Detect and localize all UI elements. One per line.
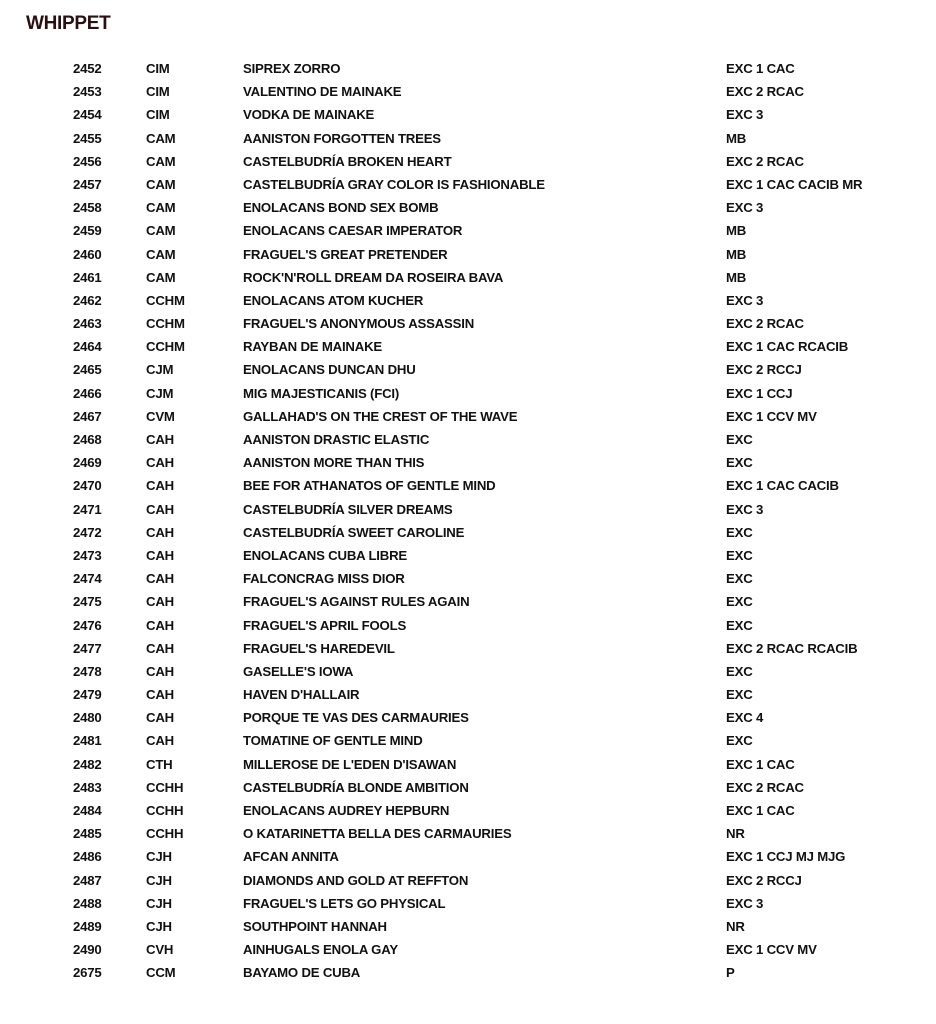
entry-class: CJM bbox=[146, 385, 174, 401]
table-row bbox=[0, 729, 936, 752]
entry-class: CAH bbox=[146, 687, 174, 703]
dog-name: ENOLACANS DUNCAN DHU bbox=[243, 362, 416, 378]
entry-number: 2482 bbox=[73, 756, 102, 772]
entry-result: EXC 2 RCAC bbox=[726, 84, 804, 100]
dog-name: FRAGUEL'S HAREDEVIL bbox=[243, 640, 395, 656]
dog-name: AANISTON DRASTIC ELASTIC bbox=[243, 432, 430, 447]
dog-name: FRAGUEL'S GREAT PRETENDER bbox=[243, 246, 448, 262]
entry-class: CAM bbox=[146, 130, 176, 146]
dog-name: SIPREX ZORRO bbox=[243, 61, 341, 76]
table-row bbox=[0, 938, 936, 961]
dog-name: AFCAN ANNITA bbox=[243, 849, 339, 865]
entry-number: 2455 bbox=[73, 130, 102, 146]
dog-name: MIG MAJESTICANIS (FCI) bbox=[243, 385, 400, 401]
dog-name: BEE FOR ATHANATOS OF GENTLE MIND bbox=[243, 478, 496, 494]
entry-result: EXC 1 CAC CACIB bbox=[726, 478, 839, 494]
entry-result: EXC bbox=[726, 455, 753, 471]
entry-result: EXC bbox=[726, 617, 753, 633]
dog-name: CASTELBUDRÍA BLONDE AMBITION bbox=[243, 779, 469, 795]
table-row bbox=[0, 590, 936, 613]
entry-class: CAM bbox=[146, 200, 176, 216]
entry-number: 2486 bbox=[73, 849, 102, 865]
table-row bbox=[0, 706, 936, 729]
dog-name: AANISTON FORGOTTEN TREES bbox=[243, 130, 441, 146]
entry-result: EXC bbox=[726, 594, 753, 610]
dog-name: VALENTINO DE MAINAKE bbox=[243, 84, 402, 100]
dog-name: AANISTON MORE THAN THIS bbox=[243, 455, 425, 471]
entry-result: NR bbox=[726, 918, 745, 934]
table-row bbox=[0, 753, 936, 776]
table-row bbox=[0, 961, 936, 984]
entry-number: 2483 bbox=[73, 779, 102, 795]
entry-result: EXC bbox=[726, 432, 753, 447]
dog-name: ROCK'N'ROLL DREAM DA ROSEIRA BAVA bbox=[243, 269, 504, 285]
entry-number: 2453 bbox=[73, 84, 102, 100]
entry-result: EXC 1 CAC bbox=[726, 61, 795, 76]
entry-number: 2459 bbox=[73, 223, 102, 239]
entry-class: CIM bbox=[146, 107, 170, 123]
entry-number: 2463 bbox=[73, 316, 102, 332]
entry-result: P bbox=[726, 965, 735, 981]
table-row bbox=[0, 382, 936, 405]
table-row bbox=[0, 173, 936, 196]
entry-number: 2484 bbox=[73, 803, 102, 818]
entry-number: 2458 bbox=[73, 200, 102, 216]
entry-result: EXC 3 bbox=[726, 501, 764, 517]
entry-class: CAM bbox=[146, 176, 176, 192]
table-row bbox=[0, 289, 936, 312]
entry-number: 2457 bbox=[73, 176, 102, 192]
dog-name: O KATARINETTA BELLA DES CARMAURIES bbox=[243, 826, 512, 842]
entry-result: MB bbox=[726, 130, 747, 146]
entry-number: 2464 bbox=[73, 339, 102, 355]
entry-number: 2675 bbox=[73, 965, 102, 981]
entry-class: CVM bbox=[146, 408, 175, 424]
table-row bbox=[0, 521, 936, 544]
entry-number: 2487 bbox=[73, 872, 102, 888]
table-row bbox=[0, 80, 936, 103]
entry-result: EXC 1 CAC CACIB MR bbox=[726, 176, 863, 192]
entry-number: 2471 bbox=[73, 501, 102, 517]
entry-number: 2490 bbox=[73, 942, 102, 958]
dog-name: PORQUE TE VAS DES CARMAURIES bbox=[243, 710, 469, 726]
dog-name: CASTELBUDRÍA GRAY COLOR IS FASHIONABLE bbox=[243, 176, 545, 192]
table-row bbox=[0, 845, 936, 868]
table-row bbox=[0, 822, 936, 845]
table-row bbox=[0, 614, 936, 637]
entry-class: CCHH bbox=[146, 803, 184, 818]
dog-name: SOUTHPOINT HANNAH bbox=[243, 918, 387, 934]
table-row bbox=[0, 567, 936, 590]
entry-class: CAH bbox=[146, 524, 174, 540]
entry-number: 2460 bbox=[73, 246, 102, 262]
entry-result: EXC bbox=[726, 547, 753, 563]
entry-result: EXC 2 RCAC bbox=[726, 779, 804, 795]
entry-result: EXC 2 RCAC bbox=[726, 316, 804, 332]
entry-number: 2468 bbox=[73, 432, 102, 447]
table-row bbox=[0, 103, 936, 126]
entry-class: CIM bbox=[146, 84, 170, 100]
entry-number: 2462 bbox=[73, 292, 102, 308]
entry-number: 2461 bbox=[73, 269, 102, 285]
dog-name: CASTELBUDRÍA BROKEN HEART bbox=[243, 153, 452, 169]
entry-result: EXC 2 RCCJ bbox=[726, 362, 802, 378]
entry-result: EXC 1 CAC RCACIB bbox=[726, 339, 849, 355]
entry-number: 2475 bbox=[73, 594, 102, 610]
entry-result: EXC bbox=[726, 524, 753, 540]
dog-name: HAVEN D'HALLAIR bbox=[243, 687, 360, 703]
dog-name: GASELLE'S IOWA bbox=[243, 663, 354, 679]
entry-result: EXC bbox=[726, 663, 753, 679]
entry-class: CCHM bbox=[146, 339, 185, 355]
entry-number: 2479 bbox=[73, 687, 102, 703]
entry-class: CAH bbox=[146, 710, 174, 726]
dog-name: FRAGUEL'S AGAINST RULES AGAIN bbox=[243, 594, 470, 610]
entry-class: CAH bbox=[146, 455, 174, 471]
entry-class: CVH bbox=[146, 942, 174, 958]
dog-name: TOMATINE OF GENTLE MIND bbox=[243, 733, 423, 749]
entry-result: EXC 1 CCJ MJ MJG bbox=[726, 849, 846, 865]
entry-result: EXC bbox=[726, 687, 753, 703]
table-row bbox=[0, 335, 936, 358]
entry-class: CAH bbox=[146, 663, 174, 679]
table-row bbox=[0, 498, 936, 521]
page-title: WHIPPET bbox=[26, 13, 111, 34]
dog-name: DIAMONDS AND GOLD AT REFFTON bbox=[243, 872, 469, 888]
entry-class: CIM bbox=[146, 61, 170, 76]
entry-class: CCHM bbox=[146, 316, 185, 332]
table-row bbox=[0, 451, 936, 474]
entry-class: CAH bbox=[146, 432, 174, 447]
dog-name: FRAGUEL'S ANONYMOUS ASSASSIN bbox=[243, 316, 475, 332]
table-row bbox=[0, 127, 936, 150]
entry-number: 2474 bbox=[73, 571, 102, 587]
entry-class: CAH bbox=[146, 547, 174, 563]
table-row bbox=[0, 660, 936, 683]
entry-result: MB bbox=[726, 223, 747, 239]
entry-result: EXC 1 CAC bbox=[726, 803, 795, 818]
dog-name: FALCONCRAG MISS DIOR bbox=[243, 571, 405, 587]
entry-result: EXC 1 CAC bbox=[726, 756, 795, 772]
table-row bbox=[0, 892, 936, 915]
table-row bbox=[0, 915, 936, 938]
entry-class: CAH bbox=[146, 617, 174, 633]
entry-class: CJH bbox=[146, 895, 172, 911]
entry-number: 2478 bbox=[73, 663, 102, 679]
entry-result: EXC 3 bbox=[726, 200, 764, 216]
entry-class: CAM bbox=[146, 269, 176, 285]
entry-result: EXC bbox=[726, 571, 753, 587]
entry-number: 2469 bbox=[73, 455, 102, 471]
entry-result: MB bbox=[726, 269, 747, 285]
entry-class: CJH bbox=[146, 849, 172, 865]
entry-result: EXC 2 RCCJ bbox=[726, 872, 802, 888]
table-row bbox=[0, 799, 936, 822]
entry-class: CJH bbox=[146, 918, 172, 934]
dog-name: CASTELBUDRÍA SILVER DREAMS bbox=[243, 501, 453, 517]
entry-class: CAH bbox=[146, 571, 174, 587]
entry-result: EXC 3 bbox=[726, 107, 764, 123]
table-row bbox=[0, 869, 936, 892]
dog-name: ENOLACANS CUBA LIBRE bbox=[243, 547, 408, 563]
entry-result: EXC 2 RCAC bbox=[726, 153, 804, 169]
table-row bbox=[0, 266, 936, 289]
table-row bbox=[0, 196, 936, 219]
dog-name: ENOLACANS CAESAR IMPERATOR bbox=[243, 223, 463, 239]
dog-name: ENOLACANS BOND SEX BOMB bbox=[243, 200, 439, 216]
entry-class: CAH bbox=[146, 594, 174, 610]
dog-name: MILLEROSE DE L'EDEN D'ISAWAN bbox=[243, 756, 457, 772]
entry-class: CAH bbox=[146, 733, 174, 749]
entry-class: CAH bbox=[146, 640, 174, 656]
table-row bbox=[0, 150, 936, 173]
dog-name: CASTELBUDRÍA SWEET CAROLINE bbox=[243, 524, 465, 540]
entry-result: EXC 3 bbox=[726, 895, 764, 911]
entry-class: CAM bbox=[146, 153, 176, 169]
table-row bbox=[0, 57, 936, 80]
dog-name: AINHUGALS ENOLA GAY bbox=[243, 942, 398, 958]
entry-class: CCHH bbox=[146, 826, 184, 842]
entry-number: 2467 bbox=[73, 408, 102, 424]
entry-result: EXC 1 CCV MV bbox=[726, 408, 817, 424]
dog-name: BAYAMO DE CUBA bbox=[243, 965, 361, 981]
entry-class: CAH bbox=[146, 478, 174, 494]
entry-class: CTH bbox=[146, 756, 173, 772]
entry-number: 2488 bbox=[73, 895, 102, 911]
entry-class: CAH bbox=[146, 501, 174, 517]
entry-result: EXC 3 bbox=[726, 292, 764, 308]
dog-name: FRAGUEL'S LETS GO PHYSICAL bbox=[243, 895, 446, 911]
dog-name: VODKA DE MAINAKE bbox=[243, 107, 375, 123]
table-row bbox=[0, 243, 936, 266]
table-row bbox=[0, 683, 936, 706]
table-row bbox=[0, 428, 936, 451]
entry-class: CAM bbox=[146, 246, 176, 262]
entry-number: 2489 bbox=[73, 918, 102, 934]
table-row bbox=[0, 358, 936, 381]
entry-number: 2456 bbox=[73, 153, 102, 169]
entry-number: 2470 bbox=[73, 478, 102, 494]
table-row bbox=[0, 405, 936, 428]
entry-result: EXC 4 bbox=[726, 710, 764, 726]
dog-name: ENOLACANS AUDREY HEPBURN bbox=[243, 803, 450, 818]
entry-class: CCHH bbox=[146, 779, 184, 795]
table-row bbox=[0, 312, 936, 335]
entry-result: NR bbox=[726, 826, 745, 842]
results-table bbox=[0, 57, 936, 985]
entry-result: EXC 1 CCV MV bbox=[726, 942, 817, 958]
dog-name: ENOLACANS ATOM KUCHER bbox=[243, 292, 424, 308]
entry-number: 2476 bbox=[73, 617, 102, 633]
entry-number: 2485 bbox=[73, 826, 102, 842]
dog-name: FRAGUEL'S APRIL FOOLS bbox=[243, 617, 407, 633]
entry-number: 2465 bbox=[73, 362, 102, 378]
entry-class: CCHM bbox=[146, 292, 185, 308]
entry-number: 2466 bbox=[73, 385, 102, 401]
entry-number: 2480 bbox=[73, 710, 102, 726]
dog-name: GALLAHAD'S ON THE CREST OF THE WAVE bbox=[243, 408, 518, 424]
entry-number: 2473 bbox=[73, 547, 102, 563]
entry-result: EXC bbox=[726, 733, 753, 749]
entry-class: CJM bbox=[146, 362, 174, 378]
entry-class: CJH bbox=[146, 872, 172, 888]
entry-number: 2454 bbox=[73, 107, 102, 123]
entry-result: MB bbox=[726, 246, 747, 262]
table-row bbox=[0, 637, 936, 660]
table-row bbox=[0, 474, 936, 497]
entry-result: EXC 1 CCJ bbox=[726, 385, 793, 401]
entry-class: CCM bbox=[146, 965, 176, 981]
table-row bbox=[0, 219, 936, 242]
dog-name: RAYBAN DE MAINAKE bbox=[243, 339, 382, 355]
entry-result: EXC 2 RCAC RCACIB bbox=[726, 640, 858, 656]
entry-number: 2481 bbox=[73, 733, 102, 749]
table-row bbox=[0, 544, 936, 567]
entry-number: 2477 bbox=[73, 640, 102, 656]
entry-number: 2452 bbox=[73, 61, 102, 76]
entry-class: CAM bbox=[146, 223, 176, 239]
table-row bbox=[0, 776, 936, 799]
entry-number: 2472 bbox=[73, 524, 102, 540]
